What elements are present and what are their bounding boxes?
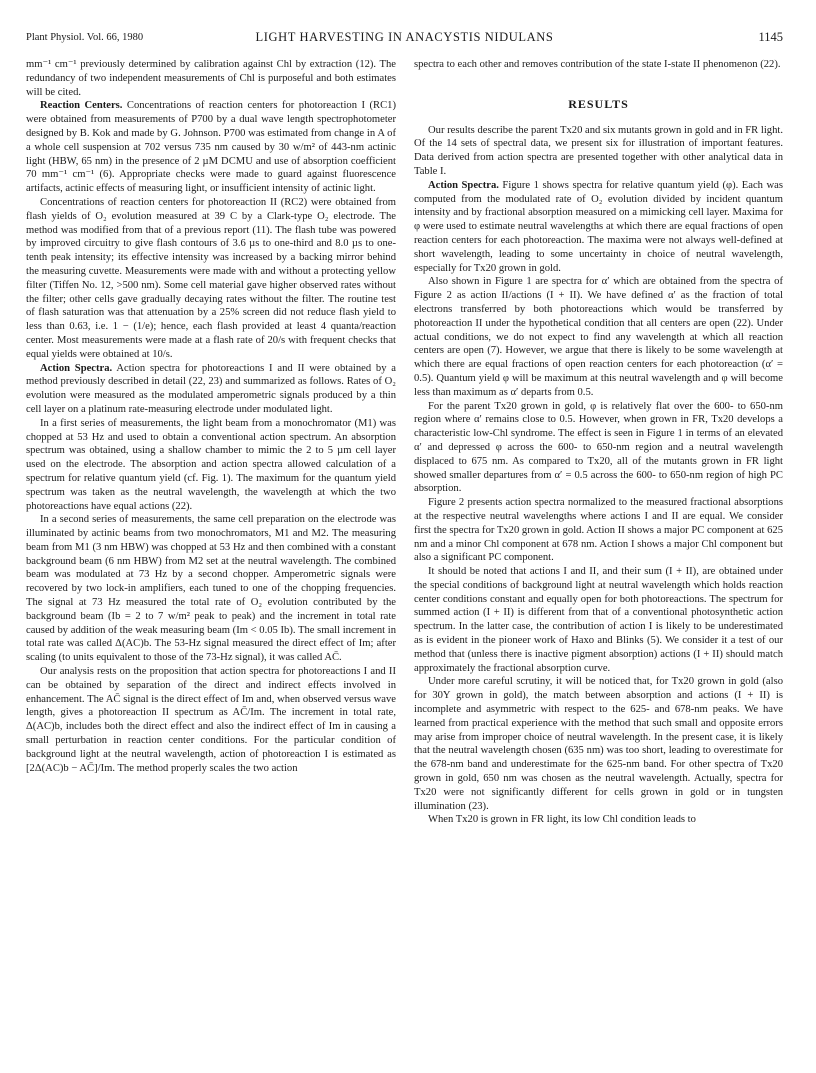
results-heading: RESULTS	[568, 96, 629, 111]
section-heading: Reaction Centers.	[40, 100, 123, 112]
page-number: 1145	[758, 30, 783, 44]
paragraph: Our analysis rests on the proposition that action spectra for photoreactions I and II can be obtained by separation of the direct and indirect effects involved in enhancement. The AC̄ signal is the direct effect of Im and, when observed versus wave length, gives a photoreaction II spectrum as AC̄/Im. The increment in total rate, Δ(AC)b, includes both the direct effect and also the indirect effect of Im in causing a small perturbation in reaction center conditions. For the particular condition of background light at the neutral wavelength, action of photoreaction I is estimated as [2Δ(AC)b − AC̄]/Im. The method properly scales the two action	[26, 666, 396, 774]
paragraph: Figure 2 presents action spectra normalized to the measured fractional absorptions at the respective neutral wavelengths where actions I and II are equal. We consider first the spectra for Tx20 grown in gold. Action II shows a major PC component at 625 nm and a minor Chl component at 678 nm. Action I shows a major Chl component but also a significant PC component.	[414, 497, 783, 564]
section-heading: Action Spectra.	[428, 179, 499, 191]
paragraph: In a first series of measurements, the light beam from a monochromator (M1) was chopped at 53 Hz and used to obtain a conventional action spectrum. An absorption spectrum was obtained, using a shallow chamber to mimic the 2 to 5 µm cell layer used on the electrode. The absorption and action spectra allowed calculation of a spectrum for relative quantum yield (cf. Fig. 1). The maximum for the quantum yield spectrum was taken as the neutral wavelength, the wavelength at which the two photoreactions have equal actions (22).	[26, 417, 396, 512]
journal-citation: Plant Physiol. Vol. 66, 1980	[26, 32, 144, 43]
paragraph: Our results describe the parent Tx20 and six mutants grown in gold and in FR light. Of the 14 sets of spectral data, we present six for illustration of important features. Data derived from action spectra are presented together with other analytical data in Table I.	[414, 124, 783, 177]
right-column	[414, 58, 783, 827]
paragraph: In a second series of measurements, the same cell preparation on the electrode was illuminated by actinic beams from two monochromators, M1 and M2. The measuring beam from M1 (3 nm HBW) was chopped at 53 Hz and then combined with a constant background beam (6 nm HBW) from M2 set at the neutral wavelength. The combined beam was modulated at 73 Hz by a second chopper. Amperometric signals were recovered by two lock-in amplifiers, each tuned to one of the chopping frequencies. The signal at 73 Hz measured the total rate of O₂ evolution contributed by the background beam (Ib = 2 to 7 w/m² peak to peak) and the increment in total rate caused by addition of the weak measuring beam (Im < 0.05 Ib). The small increment in total rate was called Δ(AC)b. The 53-Hz signal measured the direct effect of Im; after scaling (to units equivalent to those of the 73-Hz signal), it was called AC̄.	[26, 514, 396, 664]
paragraph: Under more careful scrutiny, it will be noticed that, for Tx20 grown in gold (also for 30Y grown in gold), the match between absorption and actions (I + II) is incomplete and asymmetric with respect to the 625- and 678-nm peaks. We have learned from practical experience with the method that such small and opposite errors may arise from improper choice of neutral wavelength. In the present case, it is likely that the neutral wavelength chosen (635 nm) was too short, leading to overestimate for the 678-nm band and underestimate for the 625-nm band. For other spectra of Tx20 grown in gold, 650 nm was chosen as the neutral wavelength. Actually, spectra for Tx20 were not significantly different for cells grown in gold or in tungsten illumination (23).	[414, 676, 783, 812]
paragraph-action-spectra-methods: Action Spectra. Action spectra for photoreactions I and II were obtained by a method previously described in detail (22, 23) and summarized as follows. Rates of O₂ evolution were measured as the modulated amperometric signals produced by a thin cell layer on a platinum rate-measuring electrode under modulated light.	[26, 362, 396, 415]
running-title: LIGHT HARVESTING IN ANACYSTIS NIDULANS	[255, 30, 554, 44]
paragraph: It should be noted that actions I and II, and their sum (I + II), are obtained under the special conditions of background light at neutral wavelength which holds reaction center conditions constant and equally open for both photoreactions. The spectrum for summed action (I + II) is different from that of a conventional photosynthetic action spectrum. In the latter case, the contribution of action I is likely to be underestimated as is evident in the pioneer work of Haxo and Blinks (5). We consider it a test of our method that (unless there is inactive pigment absorption) actions (I + II) should match approximately the fractional absorption curve.	[414, 566, 783, 674]
left-column	[26, 58, 396, 775]
paragraph: When Tx20 is grown in FR light, its low Chl condition leads to	[428, 814, 696, 826]
paragraph-reaction-centers: Reaction Centers. Concentrations of reaction centers for photoreaction I (RC1) were obtained from measurements of P700 by a dual wave length spectrophotometer designed by B. Kok and made by G. Johnson. P700 was estimated from change in A of a whole cell suspension at 702 versus 735 nm caused by 30 w/m² of 443-nm actinic light (HBW, 65 nm) in the presence of 2 µM DCMU and use of absorption coefficient 70 mm⁻¹ cm⁻¹ (6). Appropriate checks were made to guard against fluorescence artifacts, actinic effects of measuring light, or insufficient intensity of actinic light.	[26, 100, 397, 195]
running-header	[26, 30, 783, 48]
paragraph: For the parent Tx20 grown in gold, φ is relatively flat over the 600- to 650-nm region where α′ remains close to 0.5. However, when grown in FR, Tx20 develops a characteristic low-Chl syndrome. The effect is seen in Figure 1 in terms of an elevated α′ and depressed φ across the 600- to 650-nm region and a neutral wavelength displaced to 675 nm. As compared to Tx20, all of the mutants grown in FR light showed smaller departures from α′ = 0.5 across the 600- to 650-nm region of high PC absorption.	[414, 400, 783, 495]
paragraph: Also shown in Figure 1 are spectra for α′ which are obtained from the spectra of Figure 2 as action II/actions (I + II). We have defined α′ as the fraction of total electrons transferred by both photoreactions which would be transferred by photoreaction II under the hypothetical condition that all centers are open (22). Under actual conditions, we do not expect to find any wavelength at which all reaction centers are open (7). However, we argue that there is likely to be some wavelength at which there are equal fractions of open reaction centers for each photoreaction (α′ = 0.5). Quantum yield φ will be maximum at this neutral wavelength and φ will become less than maximum as α′ departs from 0.5.	[414, 276, 783, 398]
paragraph: mm⁻¹ cm⁻¹ previously determined by calibration against Chl by extraction (12). The redundancy of two independent measurements of Chl is purposeful and both estimates will be cited.	[26, 59, 396, 98]
section-heading: Action Spectra.	[40, 362, 113, 374]
paragraph: Concentrations of reaction centers for photoreaction II (RC2) were obtained from flash yields of O₂ evolution measured at 39 C by a Clark-type O₂ electrode. The method was modified from that of a previous report (11). The flash tube was powered by improved circuitry to give flash contours of 3.6 µs to one-third and 8.0 µs to one-tenth peak intensity; its effective intensity was increased by a backing mirror behind the measuring cuvette. Measurements were made with and without a protecting yellow filter (Tiffen No. 12, >500 nm). Some cell material gave higher observed rates without the filter; other cells gave gradually decaying rates without the filter. The routine test of flash saturation was that attenuation by a 25% screen did not reduce flash yield to less than 0.63, i.e. 1 − (1/e); hence, each flash provided at least 4 quanta/reaction center. Most measurements were made at a flash rate of 20/s with frequent checks that equal yields were obtained at 10/s.	[26, 196, 396, 360]
paragraph: spectra to each other and removes contribution of the state I-state II phenomenon (22).	[414, 59, 781, 70]
paragraph-action-spectra-results: Action Spectra. Figure 1 shows spectra for relative quantum yield (φ). Each was computed from the modulated rate of O₂ evolution divided by incident quantum intensity and by fractional absorption measured on a mimicking cell layer. Maxima for φ were used to estimate neutral wavelengths at which there are equal fractions of open reaction centers for each photoreaction. The maxima were not always well-defined at short wavelength, leading to some uncertainty in choice of neutral wavelength, especially for Tx20 grown in gold.	[414, 179, 783, 274]
